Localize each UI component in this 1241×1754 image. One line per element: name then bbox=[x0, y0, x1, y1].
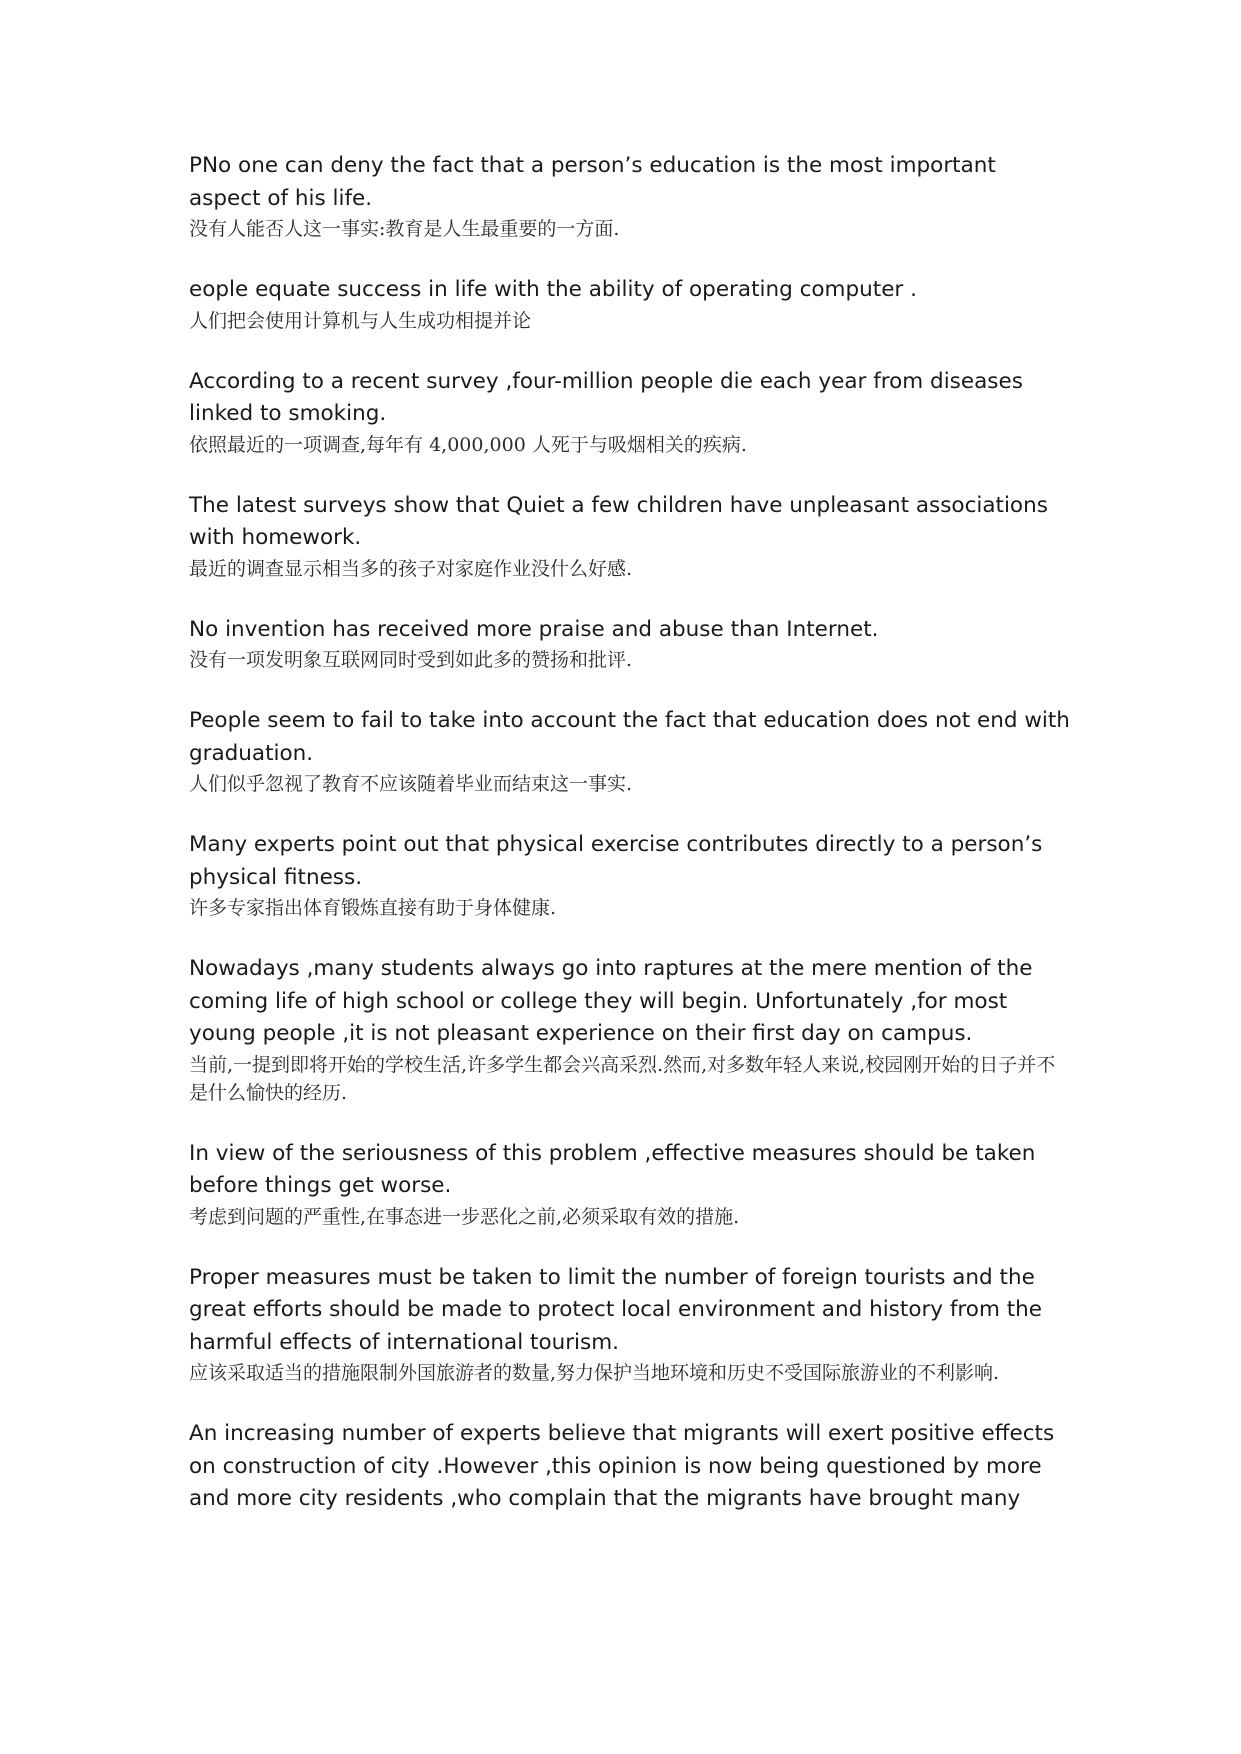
sentence-entry-7 bbox=[189, 829, 1074, 922]
english-sentence: Proper measures must be taken to limit the number of foreign tourists and the great efforts should be made to protect local environment and history from the harmful effects of international tourism. bbox=[189, 1264, 1043, 1355]
sentence-entry-4 bbox=[189, 490, 1074, 583]
english-sentence: According to a recent survey ,four-million people die each year from diseases linked to smoking. bbox=[189, 368, 1023, 426]
sentence-entry-5 bbox=[189, 614, 1074, 675]
english-sentence: Many experts point out that physical exercise contributes directly to a person’s physical fitness. bbox=[189, 832, 1043, 890]
document-page bbox=[189, 150, 1074, 1547]
sentence-entry-10 bbox=[189, 1262, 1074, 1388]
english-sentence: People seem to fail to take into account the fact that education does not end with graduation. bbox=[189, 708, 1070, 766]
chinese-translation: 依照最近的一项调查,每年有 4,000,000 人死于与吸烟相关的疾病. bbox=[189, 433, 747, 456]
english-sentence: Nowadays ,many students always go into raptures at the mere mention of the coming life of high school or college they will begin. Unfortunately ,for most young people ,it is not pleasant experience on their first day on campus. bbox=[189, 956, 1033, 1046]
chinese-translation: 人们把会使用计算机与人生成功相提并论 bbox=[189, 309, 532, 332]
chinese-translation: 许多专家指出体育锻炼直接有助于身体健康. bbox=[189, 897, 557, 919]
english-sentence: PNo one can deny the fact that a person’s education is the most important aspect of his life. bbox=[189, 153, 996, 211]
sentence-entry-11 bbox=[189, 1418, 1074, 1516]
chinese-translation: 人们似乎忽视了教育不应该随着毕业而结束这一事实. bbox=[189, 773, 633, 795]
chinese-translation: 当前,一提到即将开始的学校生活,许多学生都会兴高采烈.然而,对多数年轻人来说,校园刚开始的日子并不是什么愉快的经历. bbox=[189, 1053, 1056, 1104]
chinese-translation: 考虑到问题的严重性,在事态进一步恶化之前,必须采取有效的措施. bbox=[189, 1205, 740, 1228]
chinese-translation: 没有一项发明象互联网同时受到如此多的赞扬和批评. bbox=[189, 649, 633, 671]
sentence-entry-1 bbox=[189, 150, 1074, 243]
sentence-entry-2 bbox=[189, 274, 1074, 335]
chinese-translation: 最近的调查显示相当多的孩子对家庭作业没什么好感. bbox=[189, 557, 633, 580]
sentence-entry-8 bbox=[189, 953, 1074, 1107]
sentence-entry-6 bbox=[189, 705, 1074, 798]
chinese-translation: 应该采取适当的措施限制外国旅游者的数量,努力保护当地环境和历史不受国际旅游业的不利影响. bbox=[189, 1362, 1000, 1384]
english-sentence: An increasing number of experts believe that migrants will exert positive effects on construction of city .However ,this opinion is now being questioned by more and more city residents ,who complain that the migrants have brought many bbox=[189, 1421, 1055, 1511]
sentence-entry-9 bbox=[189, 1138, 1074, 1231]
english-sentence: In view of the seriousness of this problem ,effective measures should be taken before things get worse. bbox=[189, 1140, 1036, 1198]
english-sentence: No invention has received more praise and abuse than Internet. bbox=[189, 616, 879, 642]
sentence-entry-3 bbox=[189, 366, 1074, 459]
english-sentence: eople equate success in life with the ability of operating computer . bbox=[189, 277, 917, 302]
chinese-translation: 没有人能否人这一事实:教育是人生最重要的一方面. bbox=[189, 218, 620, 240]
english-sentence: The latest surveys show that Quiet a few children have unpleasant associations with homework. bbox=[189, 492, 1048, 550]
